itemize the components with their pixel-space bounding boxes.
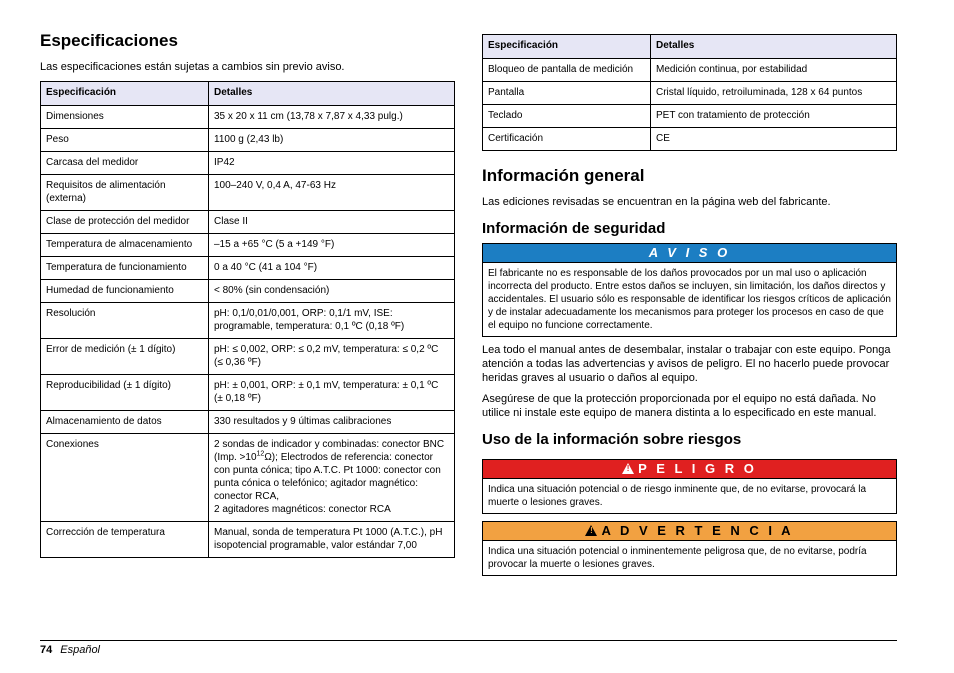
detail-cell — [209, 434, 455, 522]
page-number: 74 — [40, 644, 53, 656]
spec-cell: Conexiones — [41, 434, 209, 522]
general-text: Las ediciones revisadas se encuentran en la página web del fabricante. — [482, 196, 831, 208]
page-footer — [40, 643, 100, 657]
detail-cell: PET con tratamiento de protección — [651, 105, 897, 128]
aviso-text: El fabricante no es responsable de los daños provocados por un mal uso o aplicación incorrecta del producto. Entre estos daños se incluyen, sin limitación, los daños directos y accidentales. El usuario sólo es responsable de identificar los riesgos críticos de aplicación y de instalar adecuadamente los mecanismos para proteger los procesos en caso de que el equipo no funcione correctamente. — [483, 262, 896, 336]
table-row — [41, 339, 455, 375]
spec-cell: Temperatura de almacenamiento — [41, 234, 209, 257]
detail-cell: 1100 g (2,43 lb) — [209, 129, 455, 152]
spec-cell: Almacenamiento de datos — [41, 411, 209, 434]
detail-cell: pH: 0,1/0,01/0,001, ORP: 0,1/1 mV, ISE: programable, temperatura: 0,1 ºC (0,18 ºF) — [209, 303, 455, 339]
table-row — [41, 303, 455, 339]
table-row — [41, 106, 455, 129]
detail-cell: Clase II — [209, 211, 455, 234]
table-row — [483, 82, 897, 105]
spec-cell: Teclado — [483, 105, 651, 128]
aviso-notice — [482, 243, 897, 337]
detail-cell: 100–240 V, 0,4 A, 47-63 Hz — [209, 175, 455, 211]
advertencia-label: A D V E R T E N C I A — [601, 523, 794, 538]
safety-paragraph-2: Asegúrese de que la protección proporcionada por el equipo no está dañada. No utilice ni instale este equipo de manera distinta a lo especificado en este manual. — [482, 393, 877, 419]
advertencia-notice — [482, 521, 897, 576]
detail-cell: Cristal líquido, retroiluminada, 128 x 64 puntos — [651, 82, 897, 105]
footer-divider — [40, 640, 897, 641]
specs-intro: Las especificaciones están sujetas a cambios sin previo aviso. — [40, 61, 345, 73]
detail-cell: 0 a 40 °C (41 a 104 °F) — [209, 257, 455, 280]
peligro-header — [483, 460, 896, 478]
left-column — [40, 30, 455, 558]
peligro-label: P E L I G R O — [638, 461, 757, 476]
table-row — [483, 128, 897, 151]
header-especificacion: Especificación — [483, 35, 651, 59]
table-row — [483, 105, 897, 128]
table-row — [483, 59, 897, 82]
table-row — [41, 280, 455, 303]
footer-language: Español — [60, 644, 101, 656]
spec-cell: Error de medición (± 1 dígito) — [41, 339, 209, 375]
table-row — [41, 257, 455, 280]
conexiones-text-3: 2 agitadores magnéticos: conector RCA — [214, 504, 391, 515]
peligro-text: Indica una situación potencial o de riesgo inminente que, de no evitarse, provocará la muerte o lesiones graves. — [483, 478, 896, 513]
header-detalles: Detalles — [209, 82, 455, 106]
advertencia-text: Indica una situación potencial o inminentemente peligrosa que, de no evitarse, podría provocar la muerte o lesiones graves. — [483, 540, 896, 575]
spec-cell: Bloqueo de pantalla de medición — [483, 59, 651, 82]
safety-paragraph-1: Lea todo el manual antes de desembalar, instalar o trabajar con este equipo. Ponga atención a todas las advertencias y avisos de peligro. El no hacerlo puede provocar heridas graves al usuario o daños al equipo. — [482, 344, 891, 384]
spec-cell: Temperatura de funcionamiento — [41, 257, 209, 280]
spec-cell: Certificación — [483, 128, 651, 151]
table-row — [41, 175, 455, 211]
table-row — [41, 522, 455, 558]
warning-triangle-icon: ! — [622, 463, 634, 474]
spec-cell: Reproducibilidad (± 1 dígito) — [41, 375, 209, 411]
section-title-especificaciones: Especificaciones — [40, 31, 178, 50]
detail-cell: pH: ± 0,001, ORP: ± 0,1 mV, temperatura: ± 0,1 ºC (± 0,18 ºF) — [209, 375, 455, 411]
specs-table-continued — [482, 34, 897, 151]
spec-cell: Carcasa del medidor — [41, 152, 209, 175]
table-header-row — [41, 82, 455, 106]
spec-cell: Requisitos de alimentación (externa) — [41, 175, 209, 211]
table-row — [41, 434, 455, 522]
advertencia-header — [483, 522, 896, 540]
header-especificacion: Especificación — [41, 82, 209, 106]
detail-cell: Medición continua, por estabilidad — [651, 59, 897, 82]
exponent: 12 — [256, 450, 265, 458]
table-row — [41, 211, 455, 234]
detail-cell: 330 resultados y 9 últimas calibraciones — [209, 411, 455, 434]
table-row — [41, 129, 455, 152]
detail-cell: 35 x 20 x 11 cm (13,78 x 7,87 x 4,33 pulg.) — [209, 106, 455, 129]
spec-cell: Humedad de funcionamiento — [41, 280, 209, 303]
right-column — [482, 34, 897, 576]
detail-cell: CE — [651, 128, 897, 151]
table-row — [41, 234, 455, 257]
detail-cell: Manual, sonda de temperatura Pt 1000 (A.T.C.), pH isopotencial programable, valor estándar 7,00 — [209, 522, 455, 558]
table-row — [41, 152, 455, 175]
table-row — [41, 375, 455, 411]
spec-cell: Dimensiones — [41, 106, 209, 129]
table-header-row — [483, 35, 897, 59]
detail-cell: IP42 — [209, 152, 455, 175]
conexiones-text-2: Ω); Electrodos de referencia: conector con punta cónica; tipo A.T.C. Pt 1000: conector con punta cónica o telefónico; agitador magnético: conector RCA, — [214, 452, 441, 502]
header-detalles: Detalles — [651, 35, 897, 59]
aviso-label: A V I S O — [483, 244, 896, 262]
conexiones-text-1: 2 sondas de indicador y combinadas: conector BNC (Imp. >10 — [214, 439, 445, 463]
detail-cell: < 80% (sin condensación) — [209, 280, 455, 303]
section-title-informacion-general: Información general — [482, 166, 645, 185]
detail-cell: –15 a +65 °C (5 a +149 °F) — [209, 234, 455, 257]
specs-table — [40, 81, 455, 558]
spec-cell: Peso — [41, 129, 209, 152]
spec-cell: Corrección de temperatura — [41, 522, 209, 558]
peligro-notice — [482, 459, 897, 514]
section-title-riesgos: Uso de la información sobre riesgos — [482, 431, 742, 448]
spec-cell: Clase de protección del medidor — [41, 211, 209, 234]
warning-triangle-icon: ! — [585, 525, 597, 536]
detail-cell: pH: ≤ 0,002, ORP: ≤ 0,2 mV, temperatura: ≤ 0,2 ºC (≤ 0,36 ºF) — [209, 339, 455, 375]
spec-cell: Pantalla — [483, 82, 651, 105]
spec-cell: Resolución — [41, 303, 209, 339]
section-title-seguridad: Información de seguridad — [482, 220, 666, 237]
table-row — [41, 411, 455, 434]
